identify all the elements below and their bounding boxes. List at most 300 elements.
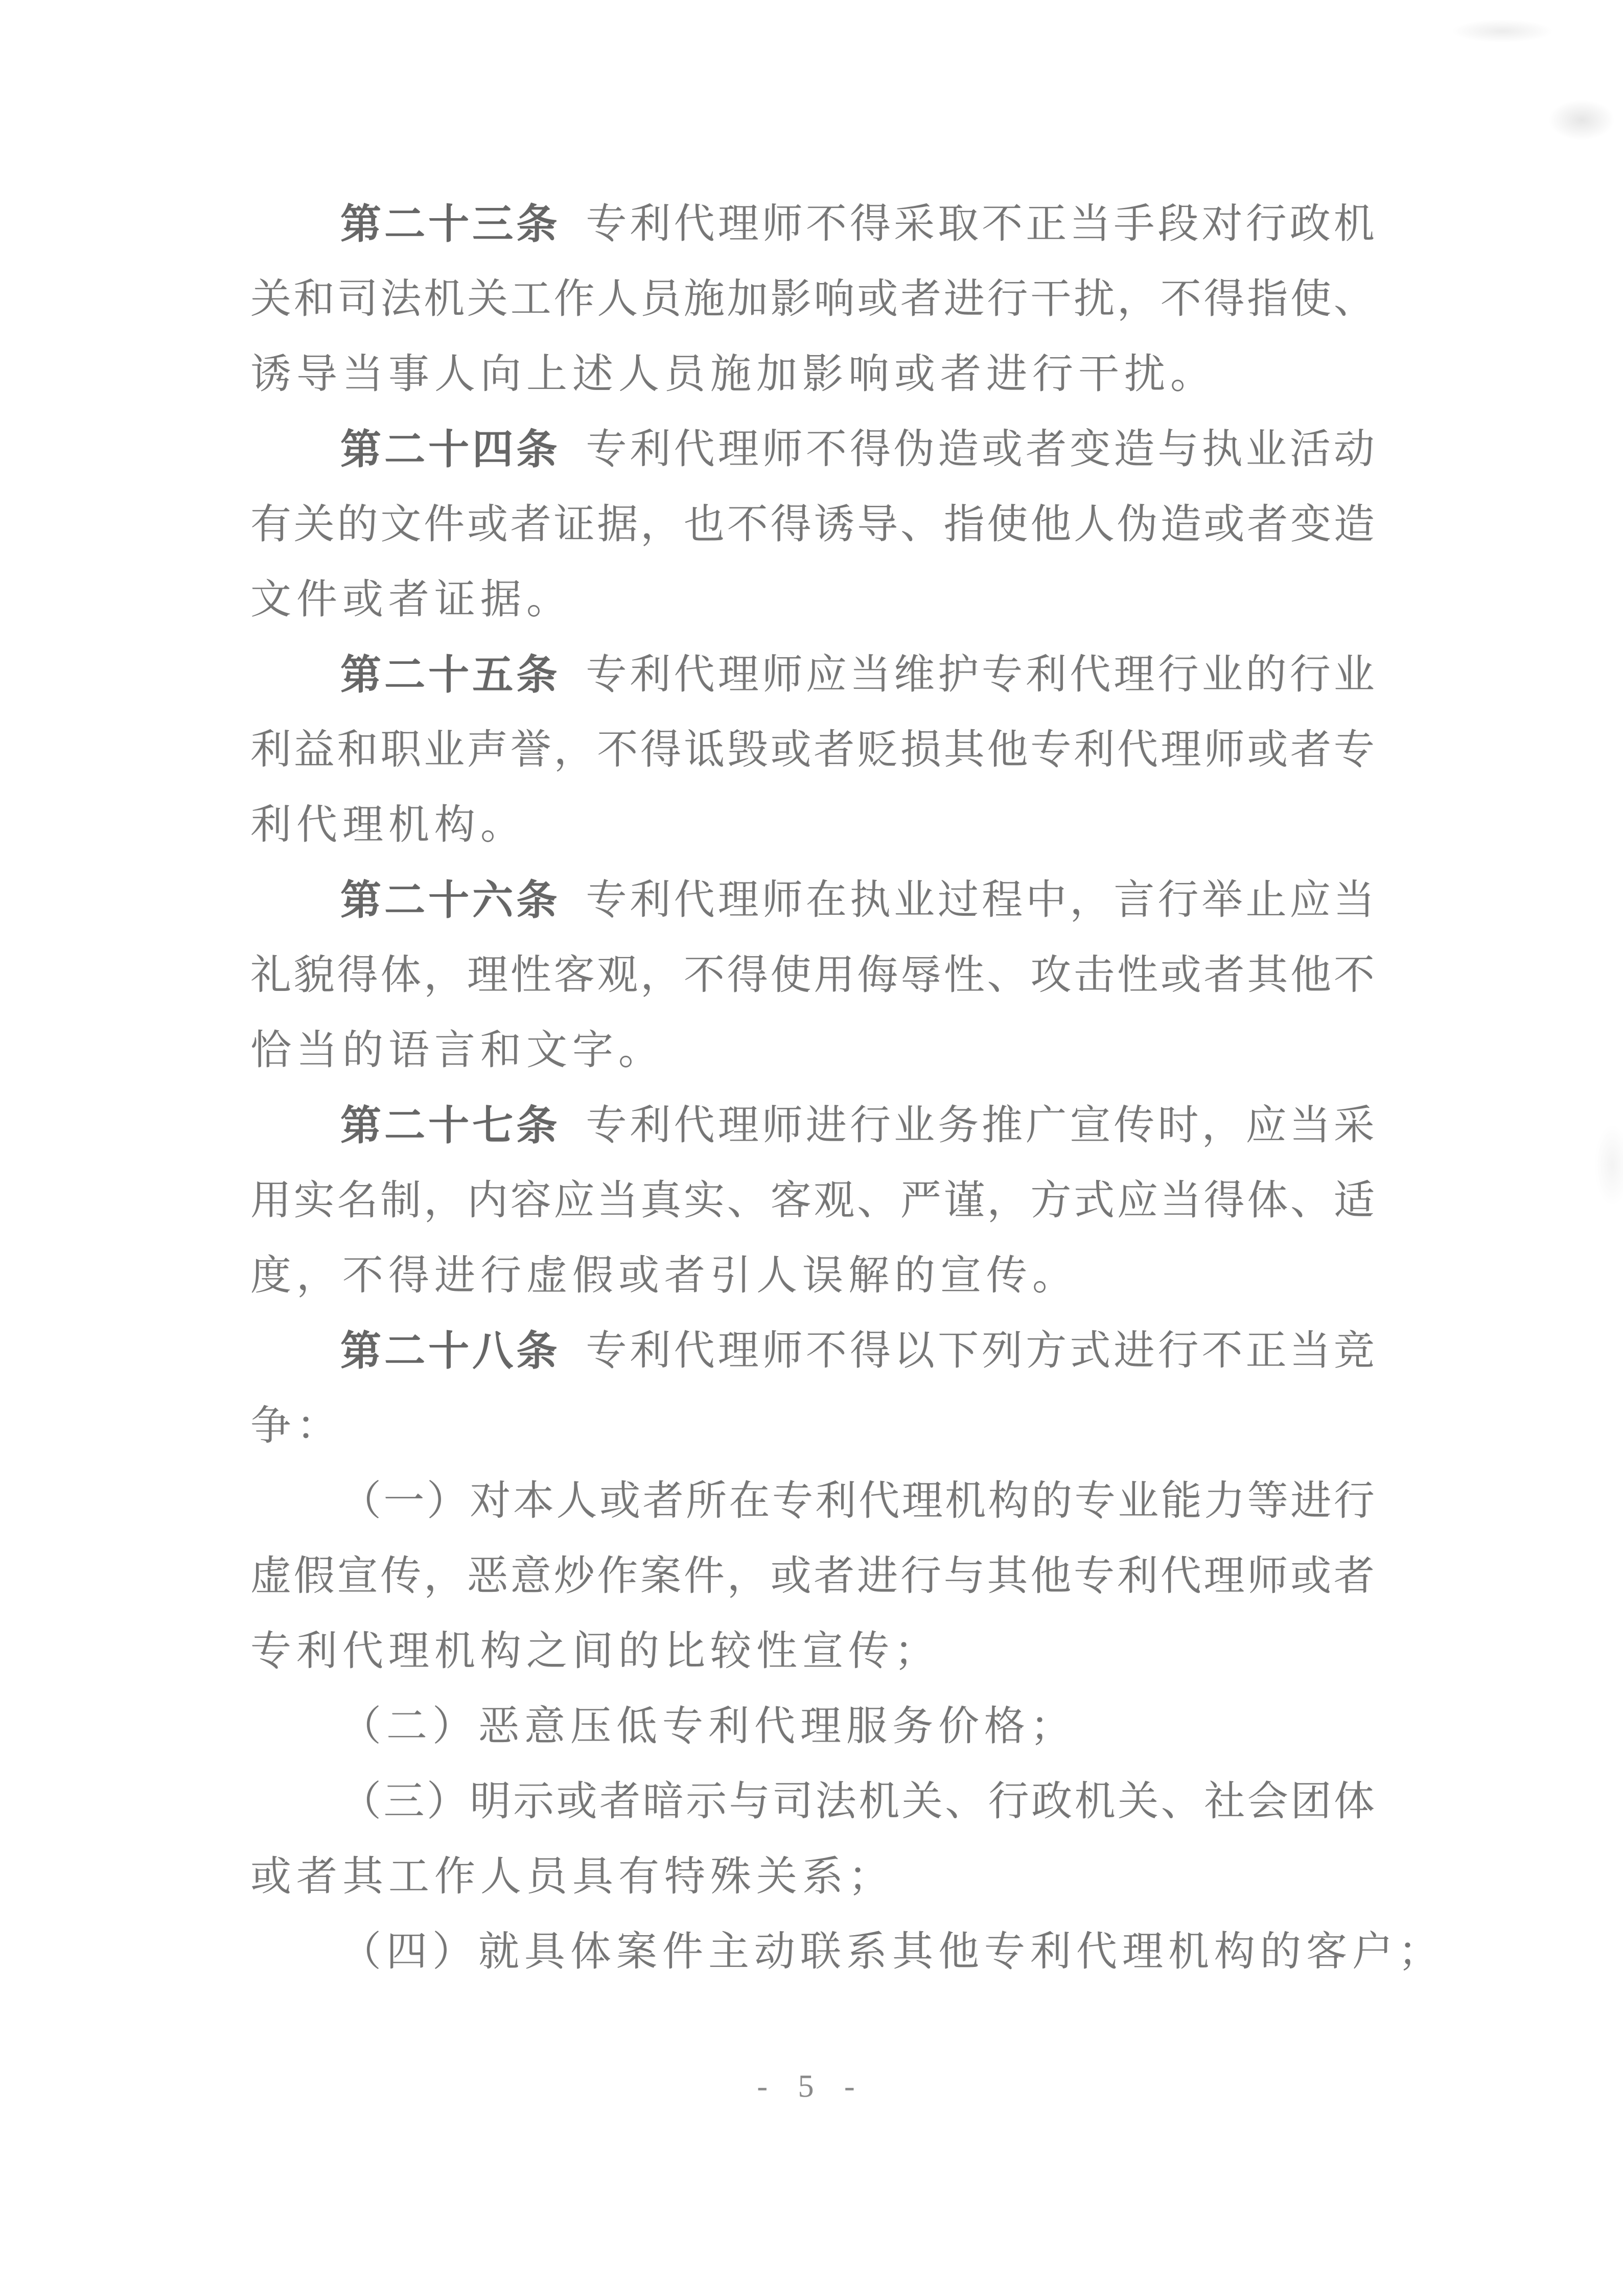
body-char: 正: [1245, 1328, 1287, 1374]
body-char: 业: [1245, 427, 1287, 472]
body-char: 客: [553, 953, 595, 998]
page-number: - 5 -: [757, 2069, 866, 2104]
body-char: 机: [424, 276, 465, 322]
body-char: 度: [250, 1253, 291, 1298]
body-char: 干: [1030, 276, 1072, 322]
body-char: 容: [510, 1178, 551, 1223]
article-number-char: 条: [516, 426, 558, 472]
body-char: 行: [1157, 877, 1199, 923]
article-28: [250, 1313, 1375, 1464]
body-char: 他: [1290, 953, 1332, 998]
body-char: 得: [388, 1253, 429, 1298]
body-char: 代: [674, 1103, 715, 1148]
body-char: 响: [848, 352, 889, 397]
body-char: ，: [424, 953, 465, 998]
body-char: 代: [674, 877, 715, 923]
body-char: 。: [1170, 352, 1211, 397]
article-number-char: 条: [516, 652, 558, 698]
body-char: 殊: [710, 1854, 751, 1899]
body-char: 客: [770, 1178, 812, 1223]
body-char: 关: [467, 276, 508, 322]
body-char: 导: [296, 352, 337, 397]
body-char: ：: [296, 1403, 337, 1449]
body-char: 者: [1247, 502, 1288, 547]
body-char: （: [340, 1478, 381, 1524]
body-char: 构: [480, 1629, 521, 1674]
body-char: 利: [630, 877, 671, 923]
body-char: 服: [846, 1704, 887, 1749]
body-char: 三: [383, 1779, 425, 1824]
body-char: 司: [337, 276, 378, 322]
body-char: 行: [849, 1103, 891, 1148]
body-char: 误: [802, 1253, 843, 1298]
body-char: 较: [710, 1629, 751, 1674]
body-char: 师: [761, 201, 803, 247]
body-char: 理: [717, 201, 759, 247]
body-char: 行: [1289, 652, 1331, 698]
body-char: 低: [616, 1704, 657, 1749]
body-char: [560, 1105, 583, 1146]
body-char: 理: [901, 1478, 943, 1524]
body-char: 能: [1161, 1478, 1202, 1524]
body-char: 诱: [250, 352, 291, 397]
article-28-item-1: [250, 1464, 1375, 1689]
body-char: ；: [1398, 1929, 1439, 1975]
body-char: 段: [1157, 201, 1199, 247]
body-char: 或: [467, 502, 508, 547]
body-char: ，: [424, 1553, 465, 1599]
body-char: 利: [296, 1629, 337, 1674]
body-char: 得: [770, 502, 812, 547]
body-char: 假: [572, 1253, 613, 1298]
body-char: 护: [938, 652, 979, 698]
body-char: 机: [434, 1629, 475, 1674]
article-number-char: 二: [384, 877, 426, 923]
article-number-char: 第: [340, 877, 381, 923]
body-char: 造: [1160, 502, 1201, 547]
body-char: 不: [727, 502, 768, 547]
body-char: 务: [892, 1704, 933, 1749]
body-char: 员: [640, 276, 682, 322]
body-char: 他: [987, 727, 1028, 773]
body-char: 竞: [1333, 1328, 1375, 1374]
body-char: 员: [526, 1854, 567, 1899]
body-char: 礼: [250, 953, 291, 998]
body-char: 或: [770, 727, 812, 773]
text-line: [250, 863, 1375, 938]
body-char: 关: [1118, 1779, 1159, 1824]
body-char: ，: [640, 953, 682, 998]
body-char: 引: [710, 1253, 751, 1298]
body-char: 动: [1333, 427, 1375, 472]
body-char: 或: [556, 1779, 597, 1824]
body-char: 力: [1204, 1478, 1245, 1524]
body-char: 用: [250, 1178, 291, 1223]
body-char: 师: [761, 877, 803, 923]
body-char: 专: [586, 201, 627, 247]
body-char: 者: [642, 1478, 684, 1524]
body-char: 方: [1030, 1178, 1072, 1223]
body-char: 当: [849, 652, 891, 698]
body-char: 辱: [900, 953, 941, 998]
body-char: 者: [1290, 727, 1332, 773]
body-char: 作: [597, 1553, 638, 1599]
body-char: 得: [849, 427, 891, 472]
body-char: 就: [478, 1929, 519, 1975]
body-char: ）: [427, 1779, 468, 1824]
body-char: 据: [480, 577, 521, 622]
body-char: ，: [727, 1553, 768, 1599]
text-line: [250, 1163, 1375, 1238]
article-number-char: 二: [384, 426, 426, 472]
article-27: [250, 1088, 1375, 1313]
body-char: 体: [570, 1929, 611, 1975]
body-char: 手: [1114, 201, 1155, 247]
body-char: 诱: [814, 502, 855, 547]
body-char: ；: [894, 1629, 935, 1674]
body-char: 理: [1114, 652, 1155, 698]
body-char: 一: [383, 1478, 425, 1524]
body-char: 代: [674, 1328, 715, 1374]
body-char: 关: [293, 502, 335, 547]
body-char: 性: [943, 953, 985, 998]
body-char: 人: [618, 352, 659, 397]
body-char: 字: [572, 1028, 613, 1073]
article-number-char: 第: [340, 1328, 381, 1374]
body-char: 的: [1031, 1478, 1073, 1524]
body-char: 变: [1070, 427, 1111, 472]
body-char: ）: [432, 1704, 473, 1749]
body-char: 虚: [526, 1253, 567, 1298]
article-26: [250, 863, 1375, 1088]
body-char: 其: [987, 1553, 1028, 1599]
body-char: ，: [296, 1253, 337, 1298]
body-char: 政: [1031, 1779, 1073, 1824]
body-char: 广: [1026, 1103, 1067, 1148]
body-char: 专: [1333, 727, 1375, 773]
body-char: 贬: [857, 727, 898, 773]
body-char: 师: [761, 652, 803, 698]
body-char: 利: [630, 1103, 671, 1148]
body-char: 或: [1160, 953, 1201, 998]
body-char: 语: [388, 1028, 429, 1073]
body-char: 者: [1203, 953, 1245, 998]
body-char: 正: [1026, 201, 1067, 247]
body-char: 理: [717, 427, 759, 472]
body-char: 业: [1118, 1478, 1159, 1524]
body-char: 式: [1070, 1328, 1111, 1374]
body-char: 专: [586, 652, 627, 698]
body-char: 有: [618, 1854, 659, 1899]
body-char: ；: [1030, 1704, 1071, 1749]
article-25: [250, 637, 1375, 863]
body-char: （: [340, 1929, 381, 1975]
article-number-char: 条: [516, 1328, 558, 1374]
body-char: 利: [630, 201, 671, 247]
body-char: 具: [572, 1854, 613, 1899]
body-char: 专: [772, 1478, 814, 1524]
article-number-char: 第: [340, 1102, 381, 1148]
body-char: 传: [380, 1553, 422, 1599]
body-char: 理: [717, 1328, 759, 1374]
body-char: 宣: [802, 1629, 843, 1674]
body-char: 代: [1076, 1929, 1117, 1975]
article-23: [250, 187, 1375, 412]
body-char: 向: [480, 352, 521, 397]
body-char: 虚: [250, 1553, 291, 1599]
body-char: 攻: [1030, 953, 1072, 998]
body-char: 作: [434, 1854, 475, 1899]
body-char: 使: [987, 502, 1028, 547]
body-char: 名: [337, 1178, 378, 1223]
scan-smudge: [1451, 19, 1554, 43]
body-char: 实: [683, 1178, 725, 1223]
body-char: （: [340, 1779, 381, 1824]
body-char: 扰: [1074, 276, 1115, 322]
body-char: 业: [424, 727, 465, 773]
body-char: 理: [1122, 1929, 1163, 1975]
article-number-char: 条: [516, 201, 558, 247]
body-char: 性: [510, 953, 551, 998]
body-char: 观: [814, 1178, 855, 1223]
body-char: 当: [1289, 1103, 1331, 1148]
body-char: 止: [1245, 877, 1287, 923]
body-char: 宣: [337, 1553, 378, 1599]
body-char: 传: [848, 1629, 889, 1674]
body-char: 者: [599, 1779, 641, 1824]
body-char: 职: [380, 727, 422, 773]
body-char: 他: [938, 1929, 979, 1975]
body-char: 人: [597, 276, 638, 322]
body-char: 上: [526, 352, 567, 397]
text-line: [250, 1689, 1375, 1764]
body-char: 系: [846, 1929, 887, 1975]
body-char: 示: [513, 1779, 554, 1824]
body-char: 对: [470, 1478, 511, 1524]
body-char: 方: [1026, 1328, 1067, 1374]
text-line: [250, 938, 1375, 1013]
article-number-char: 二: [384, 201, 426, 247]
body-char: 解: [848, 1253, 889, 1298]
body-char: 专: [982, 652, 1023, 698]
body-char: 诋: [683, 727, 725, 773]
body-char: 进: [943, 276, 985, 322]
text-line: [250, 1614, 1375, 1689]
body-char: 代: [674, 201, 715, 247]
body-char: ，: [640, 502, 682, 547]
body-char: （: [340, 1704, 381, 1749]
body-char: 伪: [1117, 502, 1158, 547]
text-line: [250, 262, 1375, 337]
body-char: 用: [814, 953, 855, 998]
body-char: ，: [987, 1178, 1028, 1223]
body-char: 或: [599, 1478, 641, 1524]
body-char: 者: [1026, 427, 1067, 472]
body-char: 在: [729, 1478, 770, 1524]
body-char: 证: [553, 502, 595, 547]
body-char: 示: [686, 1779, 727, 1824]
article-number-char: 八: [472, 1328, 514, 1374]
body-char: 的: [618, 1629, 659, 1674]
body-char: 事: [388, 352, 429, 397]
article-28-item-4: [250, 1914, 1439, 1989]
body-char: 性: [1117, 953, 1158, 998]
body-char: 当: [1160, 1178, 1201, 1223]
body-char: 理: [342, 802, 383, 848]
body-char: 言: [434, 1028, 475, 1073]
body-char: 件: [296, 577, 337, 622]
body-char: 声: [467, 727, 508, 773]
body-char: 会: [1247, 1779, 1288, 1824]
body-char: 应: [1289, 877, 1331, 923]
body-char: 造: [938, 427, 979, 472]
body-char: 当: [1289, 1328, 1331, 1374]
body-char: 与: [1157, 427, 1199, 472]
body-char: 作: [553, 276, 595, 322]
body-char: 者: [940, 352, 981, 397]
body-char: 维: [894, 652, 935, 698]
body-char: 的: [342, 1028, 383, 1073]
body-char: 恶: [467, 1553, 508, 1599]
body-char: 团: [1290, 1779, 1332, 1824]
text-line: [250, 1764, 1375, 1839]
body-char: 下: [938, 1328, 979, 1374]
body-char: 得: [640, 727, 682, 773]
body-char: 当: [296, 1028, 337, 1073]
body-char: 传: [986, 1253, 1027, 1298]
body-char: 或: [1290, 1553, 1332, 1599]
body-char: 员: [664, 352, 705, 397]
body-char: ）: [432, 1929, 473, 1975]
body-char: 益: [293, 727, 335, 773]
article-number-char: 十: [428, 426, 470, 472]
body-char: 宣: [1070, 1103, 1111, 1148]
body-char: 机: [1074, 1779, 1116, 1824]
body-char: 人: [1074, 502, 1115, 547]
body-char: [560, 880, 583, 921]
body-char: 内: [467, 1178, 508, 1223]
body-char: 者: [1333, 1553, 1375, 1599]
body-char: 工: [388, 1854, 429, 1899]
body-char: 不: [805, 427, 847, 472]
body-char: 户: [1352, 1929, 1393, 1975]
body-char: 不: [805, 1328, 847, 1374]
body-char: 性: [756, 1629, 797, 1674]
body-char: 师: [761, 1328, 803, 1374]
body-char: 其: [892, 1929, 933, 1975]
body-char: 对: [1201, 201, 1243, 247]
body-char: 恶: [478, 1704, 519, 1749]
text-line: [250, 1388, 1375, 1464]
body-char: 联: [800, 1929, 841, 1975]
body-char: 或: [894, 352, 935, 397]
body-char: 机: [945, 1478, 986, 1524]
body-char: ，: [424, 1178, 465, 1223]
article-number-char: 十: [428, 1328, 470, 1374]
article-number-char: 六: [472, 877, 514, 923]
body-char: 者: [900, 276, 941, 322]
body-char: 使: [1290, 276, 1332, 322]
body-char: 业: [894, 877, 935, 923]
body-char: 、: [1333, 276, 1375, 322]
body-char: 施: [710, 352, 751, 397]
body-char: 。: [618, 1028, 659, 1073]
body-char: 机: [859, 1779, 900, 1824]
body-char: 等: [1247, 1478, 1288, 1524]
body-char: 他: [1030, 502, 1072, 547]
body-char: ，: [1070, 877, 1111, 923]
text-line: [250, 1088, 1375, 1163]
body-char: 行: [987, 276, 1028, 322]
body-char: 炒: [553, 1553, 595, 1599]
body-char: 司: [772, 1779, 814, 1824]
body-char: 二: [386, 1704, 427, 1749]
body-char: 变: [1290, 502, 1332, 547]
body-char: 应: [553, 1178, 595, 1223]
body-char: 机: [388, 802, 429, 848]
body-char: ；: [848, 1854, 889, 1899]
body-char: 传: [1114, 1103, 1155, 1148]
body-char: 者: [388, 577, 429, 622]
body-char: 体: [1247, 1178, 1288, 1223]
body-char: 恰: [250, 1028, 291, 1073]
body-char: 体: [1333, 1779, 1375, 1824]
body-char: 当: [342, 352, 383, 397]
body-char: 造: [1333, 502, 1375, 547]
body-char: 关: [756, 1854, 797, 1899]
body-char: 业: [1201, 652, 1243, 698]
body-char: 施: [683, 276, 725, 322]
body-char: 利: [1026, 652, 1067, 698]
body-char: 行: [900, 1553, 941, 1599]
body-char: 代: [342, 1629, 383, 1674]
text-line: [250, 787, 1375, 863]
body-char: 或: [342, 577, 383, 622]
body-char: 意: [524, 1704, 565, 1749]
body-char: 毁: [727, 727, 768, 773]
body-char: 明: [470, 1779, 511, 1824]
body-char: 不: [805, 201, 847, 247]
body-char: [560, 1331, 583, 1372]
body-char: 中: [1026, 877, 1067, 923]
body-char: 师: [1247, 1553, 1288, 1599]
body-char: 宣: [940, 1253, 981, 1298]
body-char: 誉: [510, 727, 551, 773]
body-char: 专: [1074, 1553, 1115, 1599]
body-char: 利: [708, 1704, 749, 1749]
body-char: 利: [250, 802, 291, 848]
body-char: 专: [1074, 1478, 1116, 1524]
body-char: 。: [480, 802, 521, 848]
body-char: 理: [800, 1704, 841, 1749]
body-char: 观: [597, 953, 638, 998]
body-char: 、: [857, 1178, 898, 1223]
body-char: 响: [814, 276, 855, 322]
body-char: 件: [683, 1553, 725, 1599]
body-char: 动: [754, 1929, 795, 1975]
body-char: 利: [630, 652, 671, 698]
body-char: 法: [815, 1779, 856, 1824]
article-number-char: 第: [340, 201, 381, 247]
body-char: 过: [938, 877, 979, 923]
body-char: 不: [1201, 1328, 1243, 1374]
body-char: 他: [1030, 1553, 1072, 1599]
text-line: [250, 487, 1375, 562]
body-char: 利: [630, 1328, 671, 1374]
body-char: 导: [857, 502, 898, 547]
text-line: [250, 1914, 1439, 1989]
body-char: 者: [814, 727, 855, 773]
